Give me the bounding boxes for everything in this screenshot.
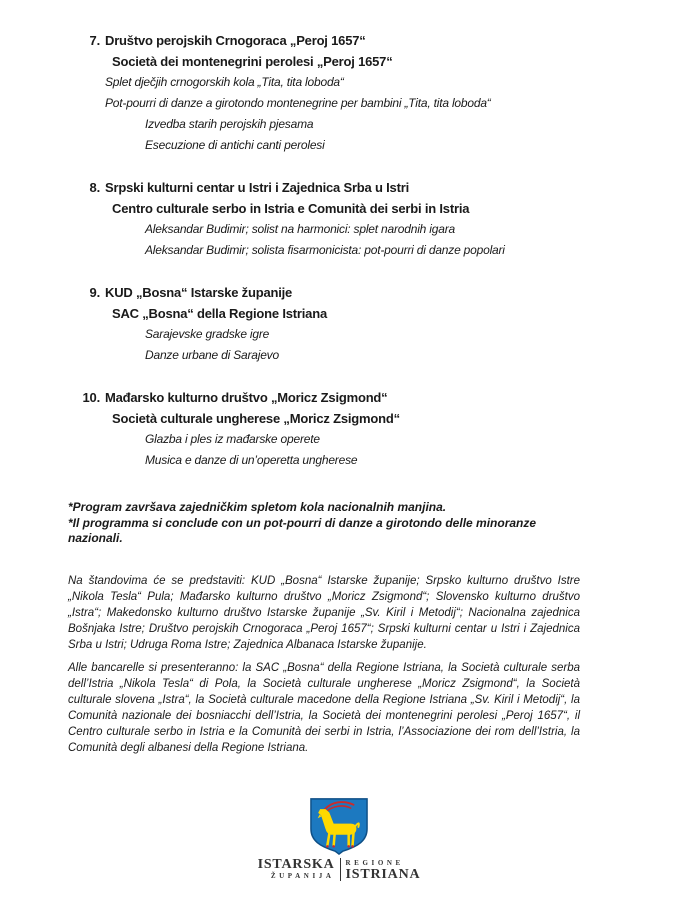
- item-title-hr: KUD „Bosna“ Istarske županije: [105, 285, 293, 300]
- item-number: 8.: [89, 180, 100, 195]
- item-title-hr: Društvo perojskih Crnogoraca „Peroj 1657“: [105, 33, 366, 48]
- item-title-hr: Srpski kulturni centar u Istri i Zajednica Srba u Istri: [105, 180, 409, 195]
- program-list: [82, 30, 678, 471]
- istria-coat-of-arms-icon: [307, 796, 371, 856]
- item-number: 7.: [89, 33, 100, 48]
- stands-paragraph-hr: Na štandovima će se predstaviti: KUD „Bosna“ Istarske županije; Srpsko kulturno društvo Istre „Nikola Tesla“ Pula; Mađarsko kulturno društvo „Moricz Zsigmond“; Slovensko kulturno društvo „Istra“; Makedonsko kulturno društvo Istarske županije „Sv. Kiril i Metodij“; Nacionalna zajednica Bošnjaka Istre; Društvo perojskih Crnogoraca „Peroj 1657“; Srpski kulturni centar u Istri i Zajednica Srba u Istri; Udruga Roma Istre; Zajednica Albanaca Istarske županije.: [68, 574, 580, 651]
- item-title-it: Società culturale ungherese „Moricz Zsigmond“: [112, 411, 400, 426]
- performance-line: Glazba i ples iz mađarske operete: [145, 432, 320, 446]
- logo-text-istriana: ISTRIANA: [345, 866, 421, 882]
- performance-line: Aleksandar Budimir; solista fisarmonicista: pot-pourri di danze popolari: [145, 243, 505, 257]
- program-item-7: [82, 30, 678, 156]
- footnote-it: *Il programma si conclude con un pot-pourri di danze a girotondo delle minoranze nazionali.: [68, 515, 537, 545]
- footnote-hr: *Program završava zajedničkim spletom kola nacionalnih manjina.: [68, 500, 447, 514]
- performance-line: Musica e danze di un’operetta ungherese: [145, 453, 358, 467]
- performance-line: Izvedba starih perojskih pjesama: [145, 117, 314, 131]
- performance-line: Pot-pourri di danze a girotondo montenegrine per bambini „Tita, tita loboda“: [105, 96, 491, 110]
- item-number: 10.: [82, 390, 100, 405]
- performance-line: Sarajevske gradske igre: [145, 327, 270, 341]
- logo-text-regione: REGIONE: [345, 858, 404, 867]
- program-item-9: [82, 282, 678, 366]
- performance-line: Danze urbane di Sarajevo: [145, 348, 279, 362]
- stands-paragraph-it: Alle bancarelle si presenteranno: la SAC „Bosna“ della Regione Istriana, la Società culturale serba dell’Istria „Nikola Tesla“ di Pola, la Società culturale ungherese „Moricz Zsigmond“, la Società culturale slovena „Istra“, la Società culturale macedone della Regione Istriana „Sv. Kiril i Metodij“, la Comunità nazionale dei bosniacchi dell’Istria, la Società dei montenegrini perolesi „Peroj 1657“, il Centro culturale serbo in Istria e la Comunità dei serbi in Istria, l’Associazione dei rom dell’Istria, la Comunità degli albanesi della Regione Istriana.: [68, 661, 580, 754]
- logo-text-istarska: ISTARSKA: [257, 856, 335, 872]
- item-title-it: Società dei montenegrini perolesi „Peroj 1657“: [112, 54, 393, 69]
- program-item-8: [82, 177, 678, 261]
- item-title-it: SAC „Bosna“ della Regione Istriana: [112, 306, 327, 321]
- item-title-it: Centro culturale serbo in Istria e Comunità dei serbi in Istria: [112, 201, 470, 216]
- footnote: [68, 500, 583, 547]
- program-item-10: [82, 387, 678, 471]
- performance-line: Aleksandar Budimir; solist na harmonici: splet narodnih igara: [145, 222, 455, 236]
- county-logo: [0, 796, 678, 881]
- item-title-hr: Mađarsko kulturno društvo „Moricz Zsigmond“: [105, 390, 388, 405]
- logo-text-zupanija: ŽUPANIJA: [270, 871, 335, 880]
- performance-line: Esecuzione di antichi canti perolesi: [145, 138, 325, 152]
- logo-text: [258, 858, 421, 881]
- performance-line: Splet dječjih crnogorskih kola „Tita, tita loboda“: [105, 75, 344, 89]
- item-number: 9.: [89, 285, 100, 300]
